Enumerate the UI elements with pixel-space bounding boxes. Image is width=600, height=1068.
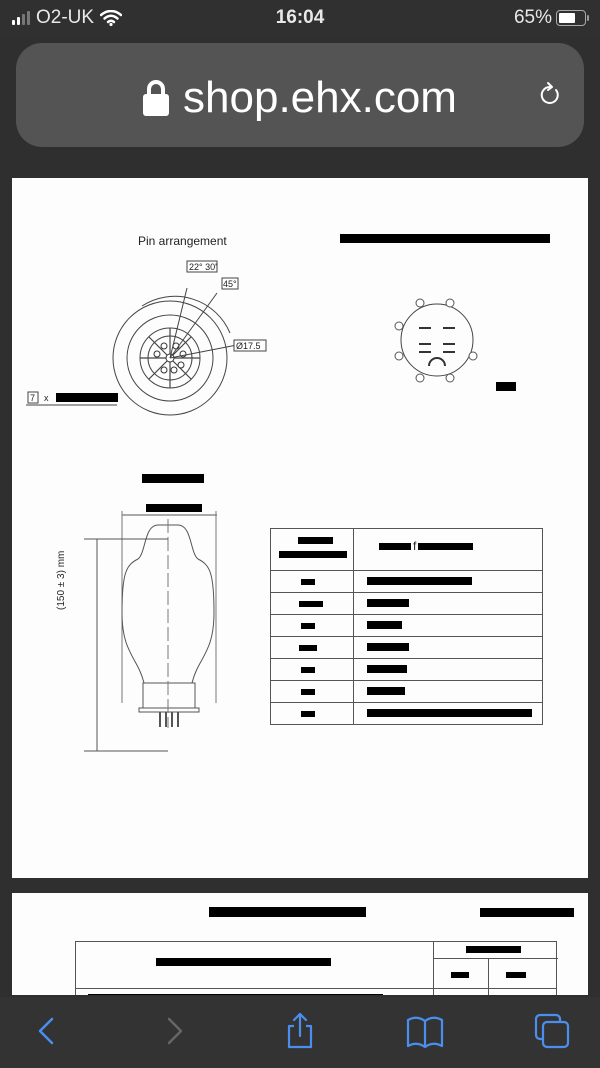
tube-outline-drawing [72, 503, 232, 753]
carrier-label: O2-UK [36, 7, 95, 28]
pin-arrangement-drawing [12, 248, 312, 418]
browser-toolbar [0, 997, 600, 1068]
redacted-heading [340, 234, 550, 243]
url-display[interactable] [16, 73, 584, 123]
share-icon[interactable] [280, 1011, 320, 1051]
electrode-connection-diagram [387, 288, 497, 388]
tabs-icon[interactable] [532, 1011, 572, 1051]
status-right [514, 7, 586, 29]
forward-icon[interactable] [155, 1011, 195, 1051]
battery-percent: 65% [513, 7, 552, 28]
url-text[interactable]: shop.ehx.com [183, 73, 457, 122]
pin-designation-table: f [270, 528, 543, 725]
back-icon[interactable] [26, 1011, 66, 1051]
battery-icon [556, 10, 586, 26]
redacted-label [496, 382, 516, 391]
web-content[interactable] [0, 170, 600, 995]
document-page-2 [12, 893, 588, 995]
svg-text:x: x [44, 393, 49, 403]
dim-angle-large: 45° [223, 279, 237, 289]
lock-icon [143, 80, 169, 116]
redacted-electrical-parameters-title [209, 907, 366, 917]
reload-icon[interactable] [536, 81, 564, 109]
parameters-table [75, 941, 557, 995]
redacted-header-right [480, 908, 574, 917]
bookmarks-icon[interactable] [405, 1011, 445, 1051]
address-bar[interactable] [16, 43, 584, 147]
pin-arrangement-title: Pin arrangement [138, 234, 227, 248]
svg-text:7: 7 [30, 393, 36, 403]
dim-diameter: Ø17.5 [236, 341, 261, 351]
clock: 16:04 [275, 7, 325, 28]
height-dimension: (150 ± 3) mm [56, 550, 67, 610]
redacted-dimensions-title [142, 474, 204, 483]
dim-angle-small: 22° 30' [189, 262, 217, 272]
status-bar [0, 0, 600, 36]
document-page-1 [12, 178, 588, 878]
